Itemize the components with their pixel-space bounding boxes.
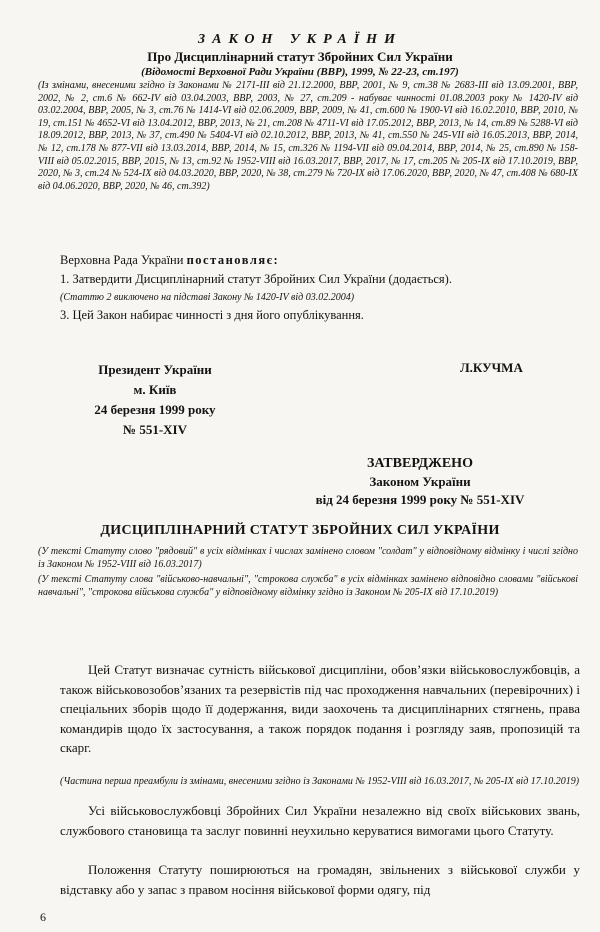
statute-note-1: (У тексті Статуту слово "рядовий" в усіх відмінках і числах замінено словом "солдат" у відповідному відмінку і числі згідно із Законом № 1952-VIII від 16.03.2017) <box>38 546 578 570</box>
law-title: ЗАКОН УКРАЇНИ <box>198 32 402 47</box>
approved-block <box>275 455 565 509</box>
statute-note-2: (У тексті Статуту слова "військово-навчальні", "строкова служба" в усіх відмінках замінено відповідно словами "військові навчальні", "строкова військова служба" у відповідному відмінку згідно із Законом № 205-IX від 17.10.2019) <box>38 574 578 598</box>
signature-city: м. Київ <box>133 382 177 397</box>
approved-by: Законом України <box>369 474 471 489</box>
statute-paragraph-3: Положення Статуту поширюються на громадян, звільнених з військової служби у відставку або у запас з правом носіння військової форми одягу, під <box>60 862 580 897</box>
approved-label: ЗАТВЕРДЖЕНО <box>367 456 473 471</box>
law-item-1-note: (Статтю 2 виключено на підставі Закону № 1420-IV від 03.02.2004) <box>60 292 355 303</box>
preamble <box>60 253 279 268</box>
signature-date: 24 березня 1999 року <box>94 402 216 417</box>
statute-paragraph-1-note: (Частина перша преамбули із змінами, внесеними згідно із Законами № 1952-VIII від 16.03.2017, № 205-IX від 17.10.2019) <box>60 776 580 787</box>
signature-number: № 551-XIV <box>123 422 187 437</box>
signature-block <box>70 360 240 440</box>
preamble-text: Верховна Рада України <box>60 253 187 267</box>
law-subtitle: Про Дисциплінарний статут Збройних Сил України <box>147 49 453 64</box>
law-item-3: 3. Цей Закон набирає чинності з дня його опублікування. <box>60 308 364 322</box>
signature-position: Президент України <box>98 362 212 377</box>
preamble-bold: постановляє: <box>186 253 280 267</box>
signature-name: Л.КУЧМА <box>460 360 523 375</box>
law-source: (Відомості Верховної Ради України (ВВР), 1999, № 22-23, ст.197) <box>141 66 459 78</box>
statute-paragraph-1: Цей Статут визначає сутність військової дисципліни, обов’язки військовослужбовців, а також військовозобов’язаних та резервістів під час проходження навчальних (перевірочних) і спеціальних зборів щодо її додержання, види заохочень та дисциплінарних стягнень, права командирів щодо їх застосування, а також порядок подання і розгляду заяв, пропозицій та скарг. <box>60 662 580 755</box>
amendments-note: (Із змінами, внесеними згідно із Законами № 2171-III від 21.12.2000, ВВР, 2001, № 9, ст.38 № 2683-III від 13.09.2001, ВВР, 2002, № 2, ст.6 № 662-IV від 03.04.2003, ВВР, 2003, № 27, ст.209 - набуває чинності 01.08.2003 року № 1420-IV від 03.02.2004, ВВР, 2005, № 3, ст.76 № 1414-VI від 02.06.2009, ВВР, 2009, № 41, ст.600 № 1900-VI від 16.02.2010, ВВР, 2010, № 19, ст.151 № 4652-VI від 13.04.2012, ВВР, 2013, № 21, ст.208 № 4711-VI від 17.05.2012, ВВР, 2013, № 14, ст.89 № 5288-VI від 18.09.2012, ВВР, 2013, № 37, ст.490 № 5404-VI від 02.10.2012, ВВР, 2013, № 41, ст.550 № 245-VII від 16.05.2013, ВВР, 2014, № 12, ст.178 № 877-VII від 13.03.2014, ВВР, 2014, № 15, ст.326 № 1194-VII від 09.04.2014, ВВР, 2014, № 25, ст.890 № 158-VIII від 05.02.2015, ВВР, 2015, № 13, ст.92 № 1952-VIII від 16.03.2017, ВВР, 2017, № 17, ст.205 № 205-IX від 17.10.2019, ВВР, 2020, № 3, ст.24 № 524-IX від 04.03.2020, ВВР, 2020, № 38, ст.279 № 720-IX від 17.06.2020, ВВР, 2020, № 47, ст.408 № 680-IX від 04.06.2020, ВВР, 2020, № 46, ст.392) <box>38 80 578 192</box>
statute-paragraph-2: Усі військовослужбовці Збройних Сил України незалежно від своїх військових звань, службового становища та заслуг повинні неухильно керуватися вимогами цього Статуту. <box>60 803 580 838</box>
statute-title: ДИСЦИПЛІНАРНИЙ СТАТУТ ЗБРОЙНИХ СИЛ УКРАЇНИ <box>100 523 500 538</box>
law-item-1: 1. Затвердити Дисциплінарний статут Збройних Сил України (додається). <box>60 272 452 286</box>
page-number: 6 <box>40 910 46 924</box>
approved-date-number: від 24 березня 1999 року № 551-XIV <box>315 492 525 507</box>
